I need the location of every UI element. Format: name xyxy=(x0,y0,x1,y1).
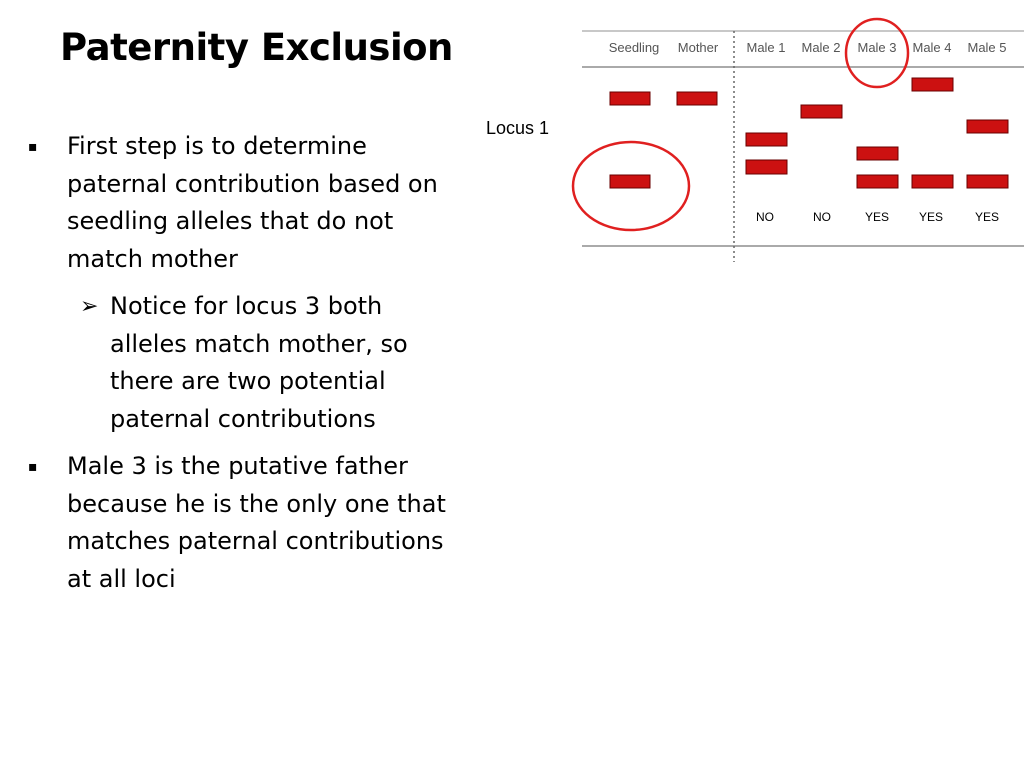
sub-bullet-text: Notice for locus 3 both alleles match mother, so there are two potential paternal contributions xyxy=(110,292,408,433)
band-male5-1 xyxy=(967,120,1008,133)
band-seedling-1 xyxy=(610,92,650,105)
square-bullet-icon: ▪ xyxy=(28,139,38,155)
column-header-male-3: Male 3 xyxy=(857,40,897,55)
match-call-male-2: NO xyxy=(813,210,831,224)
arrow-bullet-icon: ➢ xyxy=(80,294,99,319)
column-header-male-5: Male 5 xyxy=(967,40,1007,55)
bullet-text: Male 3 is the putative father because he is the only one that matches paternal contributions at all loci xyxy=(67,452,446,593)
match-call-male-4: YES xyxy=(918,210,944,224)
match-call-male-5: YES xyxy=(974,210,1000,224)
bullet-item xyxy=(28,448,458,598)
column-header-male-2: Male 2 xyxy=(801,40,841,55)
band-male3-2 xyxy=(857,175,898,188)
band-male3-1 xyxy=(857,147,898,160)
band-male2-1 xyxy=(801,105,842,118)
column-header-male-4: Male 4 xyxy=(912,40,952,55)
column-header-seedling: Seedling xyxy=(608,40,660,55)
band-male4-2 xyxy=(912,175,953,188)
band-mother-1 xyxy=(677,92,717,105)
band-male5-2 xyxy=(967,175,1008,188)
band-male1-2 xyxy=(746,160,787,174)
locus-label: Locus 1 xyxy=(486,118,550,138)
match-call-male-1: NO xyxy=(756,210,774,224)
column-header-male-1: Male 1 xyxy=(746,40,786,55)
column-header-mother: Mother xyxy=(677,40,719,55)
slide-title: Paternity Exclusion xyxy=(60,26,453,69)
gel-diagram xyxy=(0,0,1024,300)
match-call-male-3: YES xyxy=(864,210,890,224)
bullet-text: First step is to determine paternal contribution based on seedling alleles that do not match mother xyxy=(67,132,438,273)
sub-bullet-item xyxy=(28,288,440,438)
band-male4-1 xyxy=(912,78,953,91)
band-male1-1 xyxy=(746,133,787,146)
band-seedling-2 xyxy=(610,175,650,188)
square-bullet-icon: ▪ xyxy=(28,459,38,475)
